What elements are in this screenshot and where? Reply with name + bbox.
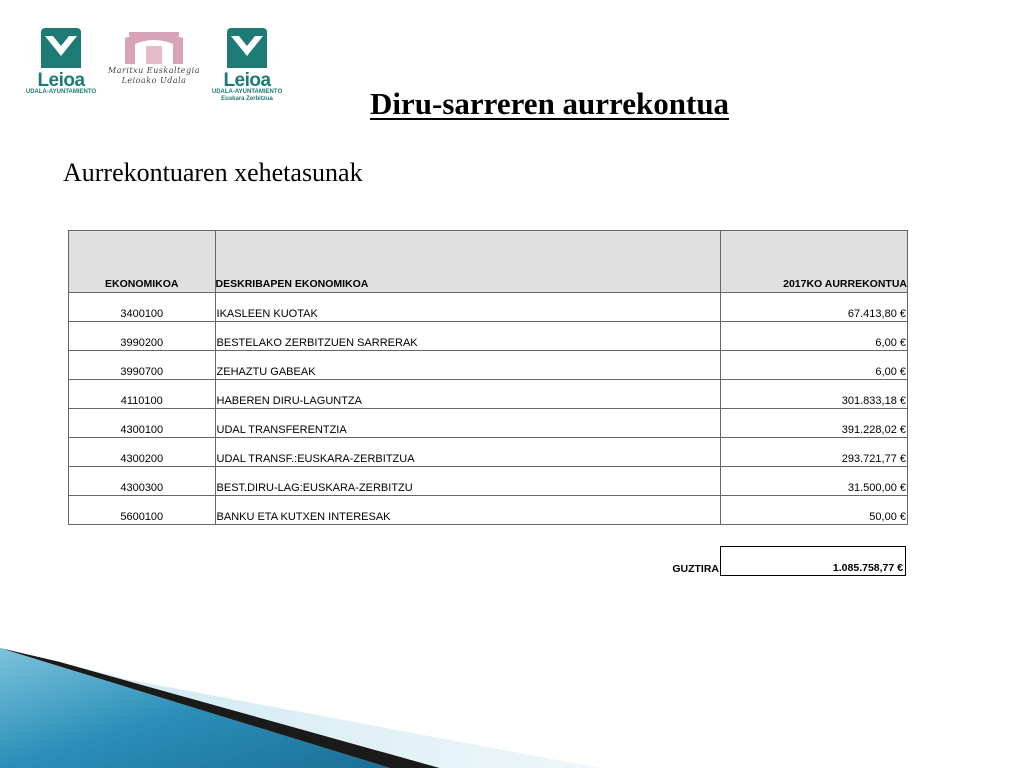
- table-row: [69, 496, 908, 525]
- row-description: ZEHAZTU GABEAK: [215, 351, 721, 380]
- row-amount: 391.228,02 €: [721, 409, 908, 438]
- maritxu-logo-line1: Maritxu Euskaltegia: [108, 66, 200, 75]
- row-amount: 301.833,18 €: [721, 380, 908, 409]
- row-description: BANKU ETA KUTXEN INTERESAK: [215, 496, 721, 525]
- row-amount: 31.500,00 €: [721, 467, 908, 496]
- budget-table: [68, 230, 908, 525]
- row-code: 4300100: [69, 409, 216, 438]
- maritxu-arch-icon: [119, 26, 189, 66]
- leioa-logo-subtitle: UDALA-AYUNTAMIENTO: [211, 89, 283, 95]
- row-description: HABEREN DIRU-LAGUNTZA: [215, 380, 721, 409]
- row-description: BESTELAKO ZERBITZUEN SARRERAK: [215, 322, 721, 351]
- table-row: [69, 380, 908, 409]
- maritxu-logo-line2: Leioako Udala: [121, 76, 187, 85]
- leioa-logo-service: Euskara Zerbitzua: [221, 96, 273, 102]
- table-row: [69, 409, 908, 438]
- row-amount: 50,00 €: [721, 496, 908, 525]
- row-code: 5600100: [69, 496, 216, 525]
- maritxu-logo: [106, 26, 202, 86]
- row-description: BEST.DIRU-LAG:EUSKARA-ZERBITZU: [215, 467, 721, 496]
- table-row: [69, 293, 908, 322]
- header-amount: 2017KO AURREKONTUA: [721, 231, 908, 293]
- row-amount: 6,00 €: [721, 322, 908, 351]
- footer-swoosh-decoration: [0, 640, 640, 768]
- leioa-logo-word: Leioa: [223, 70, 271, 91]
- header-description: DESKRIBAPEN EKONOMIKOA: [215, 231, 721, 293]
- row-code: 3990200: [69, 322, 216, 351]
- leioa-logo-subtitle: UDALA-AYUNTAMIENTO: [25, 89, 97, 95]
- row-code: 3400100: [69, 293, 216, 322]
- row-description: UDAL TRANSF.:EUSKARA-ZERBITZUA: [215, 438, 721, 467]
- row-code: 3990700: [69, 351, 216, 380]
- page-title: Diru-sarreren aurrekontua: [370, 86, 730, 121]
- row-code: 4110100: [69, 380, 216, 409]
- row-amount: 67.413,80 €: [721, 293, 908, 322]
- table-row: [69, 467, 908, 496]
- page-subtitle: Aurrekontuaren xehetasunak: [63, 158, 363, 187]
- row-code: 4300200: [69, 438, 216, 467]
- row-code: 4300300: [69, 467, 216, 496]
- row-description: IKASLEEN KUOTAK: [215, 293, 721, 322]
- header-code: EKONOMIKOA: [69, 231, 216, 293]
- table-row: [69, 438, 908, 467]
- row-amount: 293.721,77 €: [721, 438, 908, 467]
- leioa-logo: [26, 26, 96, 96]
- leioa-emblem-icon: [225, 26, 269, 70]
- table-row: [69, 322, 908, 351]
- row-description: UDAL TRANSFERENTZIA: [215, 409, 721, 438]
- leioa-emblem-icon: [39, 26, 83, 70]
- table-header-row: [69, 231, 908, 293]
- table-row: [69, 351, 908, 380]
- total-label: GUZTIRA: [672, 563, 719, 575]
- leioa-euskara-logo: [212, 26, 282, 103]
- total-value: [720, 546, 906, 576]
- row-amount: 6,00 €: [721, 351, 908, 380]
- leioa-logo-word: Leioa: [37, 70, 85, 91]
- total-amount: 1.085.758,77 €: [832, 562, 903, 574]
